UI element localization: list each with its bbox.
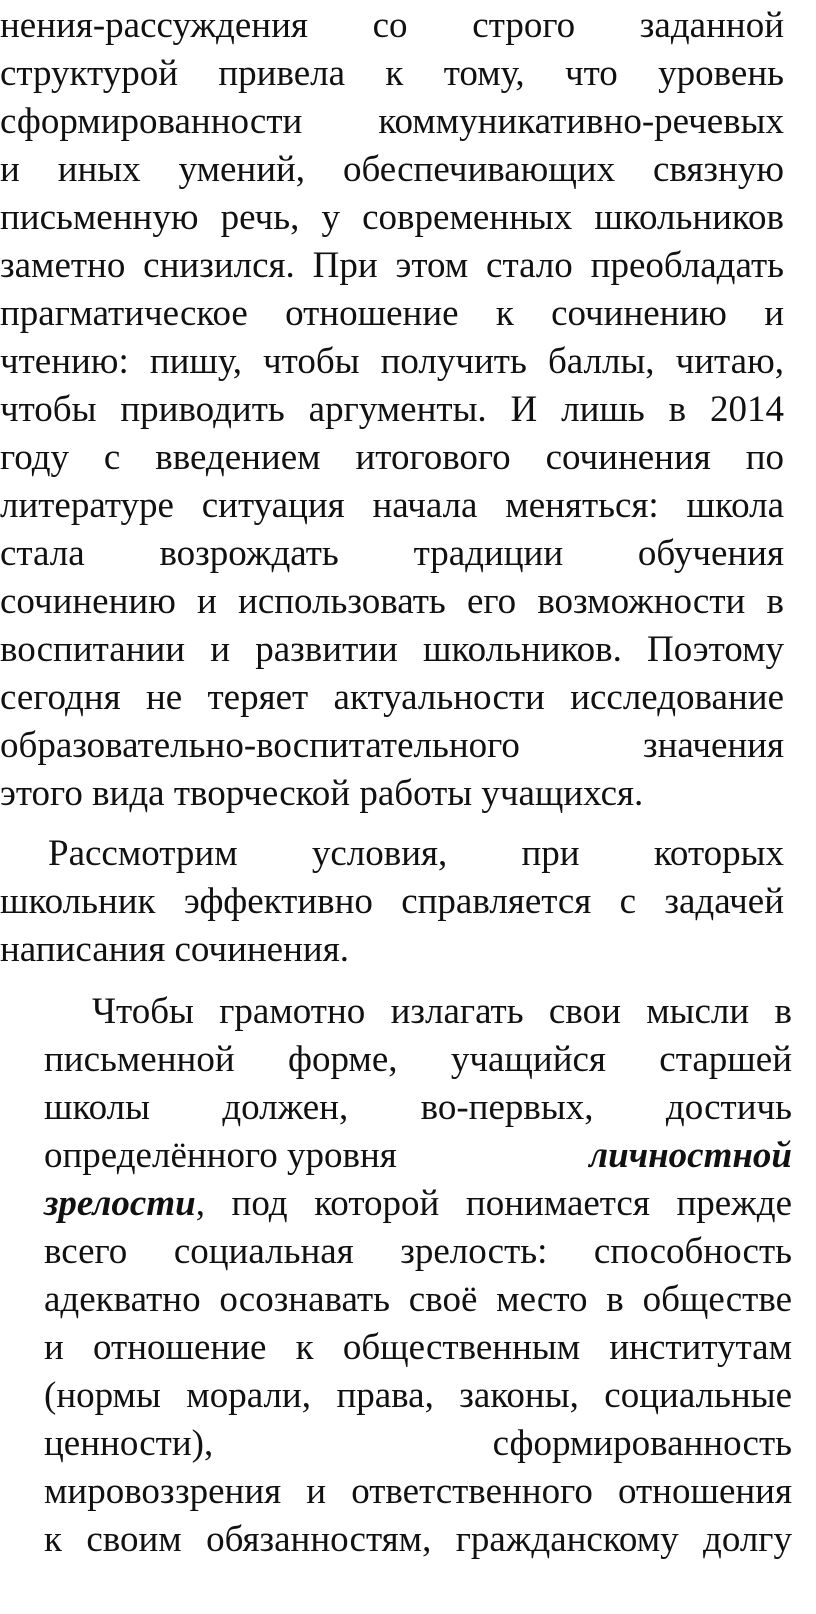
text-line-first: Чтобы грамотно излагать свои мысли в [92,991,792,1032]
text-line-last: написания сочинения. [0,929,349,970]
text-line: сегодня не теряет актуальности исследование [0,677,784,718]
plain-text: , под которой понимается прежде [195,1183,792,1224]
text-line: стала возрождать традиции обучения [0,533,784,574]
text-line: мировоззрения и ответственного отношения [44,1471,792,1512]
plain-text: определённого уровня [44,1135,397,1176]
text-line: (нормы морали, права, законы, социальные [44,1375,792,1416]
text-line: адекватно осознавать своё место в обществе [44,1279,792,1320]
text-line: школы должен, во-первых, достичь [44,1087,792,1128]
emphasis-maturity: зрелости [44,1183,196,1224]
text-line-last: этого вида творческой работы учащихся. [0,773,644,814]
text-line: структурой привела к тому, что уровень [0,53,784,94]
text-line: прагматическое отношение к сочинению и [0,293,784,334]
text-line: чтобы приводить аргументы. И лишь в 2014 [0,389,784,430]
text-line: и отношение к общественным институтам [44,1327,792,1368]
text-line: году с введением итогового сочинения по [0,437,784,478]
text-line: заметно снизился. При этом стало преобладать [0,245,784,286]
text-line-with-emphasis [44,1180,792,1228]
text-line: и иных умений, обеспечивающих связную [0,149,784,190]
text-line: ценности), сформированность [44,1423,792,1464]
text-line: всего социальная зрелость: способность [44,1231,792,1272]
text-line: чтению: пишу, чтобы получить баллы, читаю, [0,341,784,382]
text-line-with-emphasis [44,1132,792,1180]
text-line: письменную речь, у современных школьников [0,197,784,238]
text-line: нения-рассуждения со строго заданной [0,5,784,46]
text-line: воспитании и развитии школьников. Поэтому [0,629,784,670]
text-line-first: Рассмотрим условия, при которых [48,833,784,874]
text-line: сочинению и использовать его возможности в [0,581,784,622]
text-line: сформированности коммуникативно-речевых [0,101,784,142]
text-line: школьник эффективно справляется с задачей [0,881,784,922]
text-line: письменной форме, учащийся старшей [44,1039,792,1080]
text-line: литературе ситуация начала меняться: школа [0,485,784,526]
text-line: образовательно-воспитательного значения [0,725,784,766]
text-line: к своим обязанностям, гражданскому долгу [44,1519,792,1560]
emphasis-personal: личностной [589,1135,792,1176]
